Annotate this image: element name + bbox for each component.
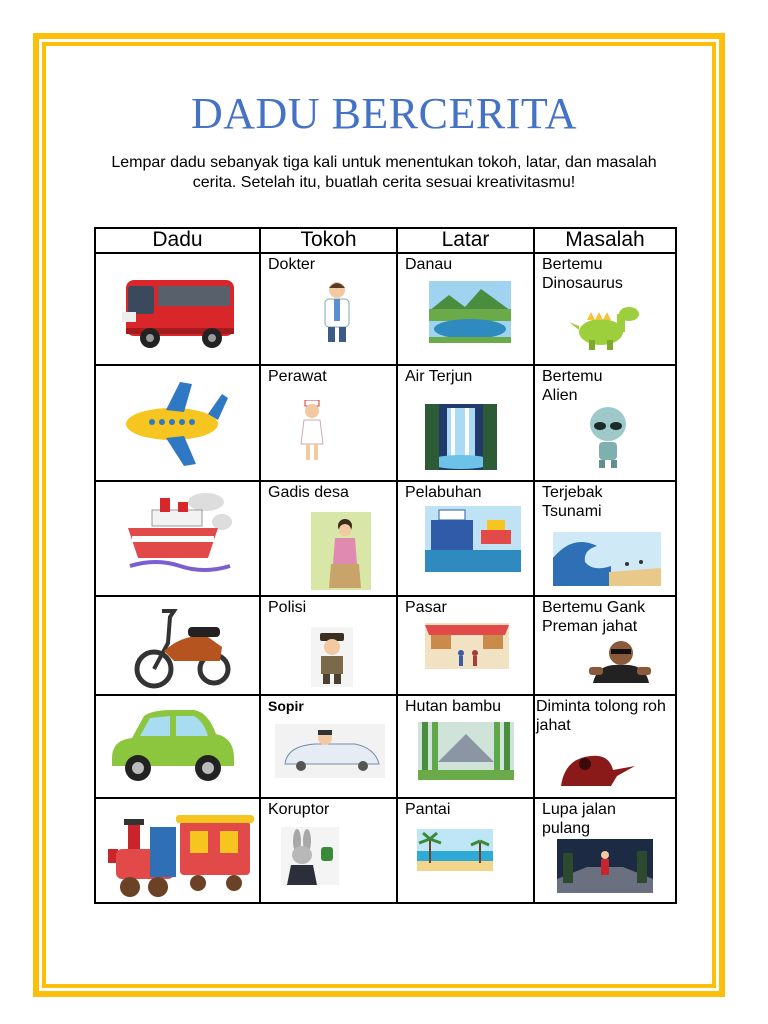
latar-cell [397, 695, 534, 798]
latar-cell [397, 365, 534, 481]
gangster-icon [589, 637, 651, 685]
table-row [95, 798, 676, 903]
table-row [95, 695, 676, 798]
masalah-label: Lupa jalan pulang [542, 801, 616, 837]
story-dice-table [94, 227, 677, 904]
dinosaur-icon [565, 302, 647, 352]
masalah-cell [534, 365, 676, 481]
waterfall-icon [425, 404, 497, 470]
beach-icon [417, 829, 493, 871]
tokoh-label: Sopir [268, 698, 304, 714]
lake-icon [429, 281, 511, 343]
car-icon [108, 708, 238, 784]
tsunami-icon [553, 532, 661, 586]
airplane-icon [122, 380, 230, 468]
masalah-cell [534, 481, 676, 596]
motorcycle-icon [134, 603, 232, 691]
masalah-cell [534, 253, 676, 365]
header-masalah: Masalah [534, 228, 676, 253]
evil-spirit-icon [555, 748, 637, 788]
alien-icon [585, 406, 631, 468]
table-row [95, 253, 676, 365]
masalah-label: Bertemu Alien [542, 368, 603, 404]
police-icon [311, 627, 353, 687]
train-icon [106, 809, 254, 901]
masalah-label: Terjebak Tsunami [542, 484, 603, 520]
dadu-cell [95, 253, 260, 365]
dadu-cell [95, 798, 260, 903]
village-girl-icon [311, 512, 371, 590]
header-tokoh: Tokoh [260, 228, 397, 253]
masalah-label: Diminta tolong roh jahat [536, 698, 666, 734]
bamboo-forest-icon [418, 722, 514, 780]
table-row [95, 365, 676, 481]
latar-label: Pantai [405, 801, 451, 818]
masalah-cell [534, 798, 676, 903]
latar-label: Danau [405, 256, 453, 273]
instructions: Lempar dadu sebanyak tiga kali untuk menentukan tokoh, latar, dan masalah cerita. Setelah itu, buatlah cerita sesuai kreativitasmu! [111, 154, 657, 191]
header-row [95, 228, 676, 253]
masalah-cell [534, 695, 676, 798]
latar-label: Pasar [405, 599, 447, 616]
latar-label: Air Terjun [405, 368, 473, 385]
dadu-cell [95, 695, 260, 798]
masalah-label: Bertemu Gank Preman jahat [542, 599, 646, 635]
latar-label: Pelabuhan [405, 484, 482, 501]
corruptor-icon [281, 827, 339, 885]
latar-label: Hutan bambu [405, 698, 502, 715]
masalah-label: Bertemu Dinosaurus [542, 256, 623, 292]
table-row [95, 481, 676, 596]
tokoh-cell [260, 253, 397, 365]
masalah-cell [534, 596, 676, 695]
driver-icon [275, 724, 385, 778]
tokoh-cell [260, 365, 397, 481]
dadu-cell [95, 481, 260, 596]
bus-icon [118, 272, 238, 354]
latar-cell [397, 481, 534, 596]
tokoh-label: Perawat [268, 368, 327, 385]
tokoh-label: Dokter [268, 256, 316, 273]
market-icon [425, 623, 509, 669]
latar-cell [397, 253, 534, 365]
tokoh-cell [260, 596, 397, 695]
table-row [95, 596, 676, 695]
latar-cell [397, 596, 534, 695]
tokoh-label: Gadis desa [268, 484, 349, 501]
harbor-icon [425, 506, 521, 572]
latar-cell [397, 798, 534, 903]
page-title: DADU BERCERITA [190, 89, 578, 138]
header-dadu: Dadu [95, 228, 260, 253]
dadu-cell [95, 596, 260, 695]
tokoh-cell [260, 798, 397, 903]
ship-icon [126, 488, 232, 580]
header-latar: Latar [397, 228, 534, 253]
nurse-icon [299, 400, 325, 464]
tokoh-cell [260, 695, 397, 798]
doctor-icon [317, 280, 357, 346]
dadu-cell [95, 365, 260, 481]
tokoh-cell [260, 481, 397, 596]
tokoh-label: Koruptor [268, 801, 330, 818]
lost-way-icon [557, 839, 653, 893]
tokoh-label: Polisi [268, 599, 307, 616]
